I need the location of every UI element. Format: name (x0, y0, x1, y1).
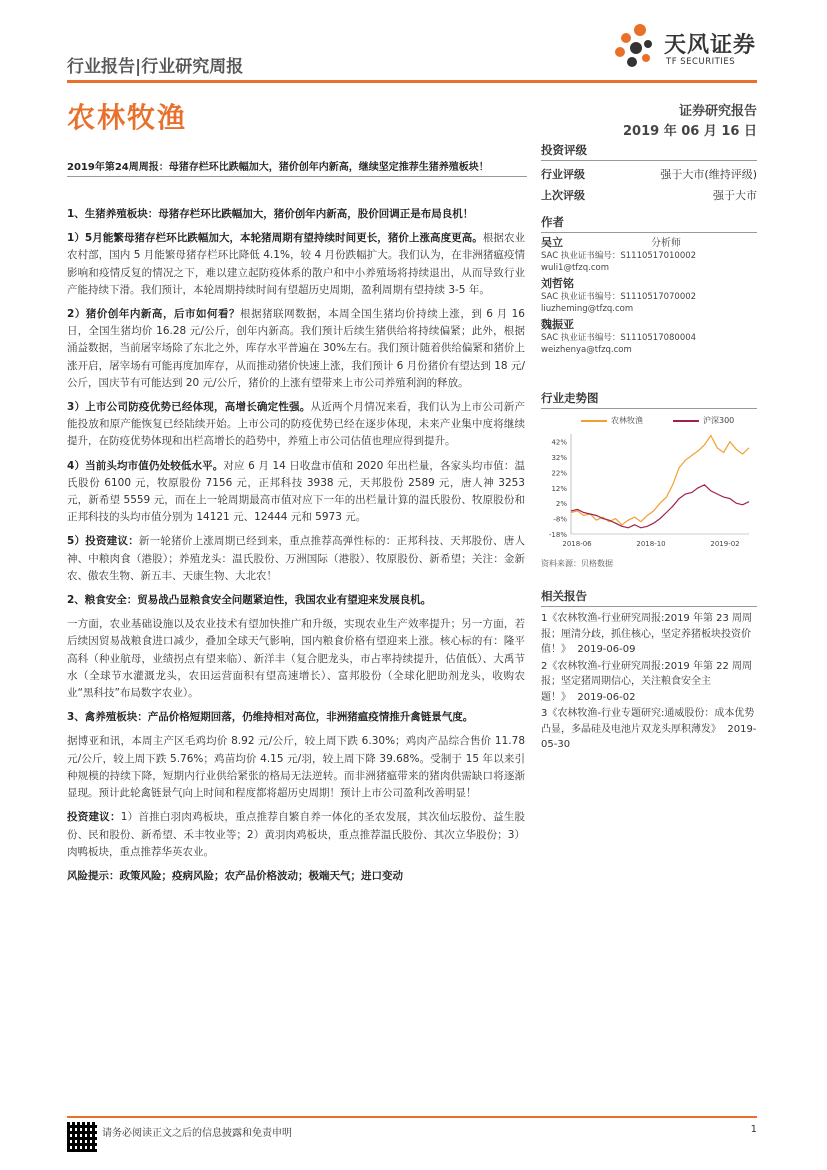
analyst-1-email[interactable]: wuli1@tfzq.com (541, 263, 610, 273)
trend-title: 行业走势图 (541, 390, 757, 409)
authors-title: 作者 (541, 214, 757, 233)
related-panel (541, 588, 757, 754)
brand-name: 天风证券 (664, 33, 757, 58)
analyst-1: 吴立 分析师 SAC 执业证书编号：S1110517010002 wuli1@tfzq.com (541, 236, 697, 273)
previous-rating: 上次评级 强于大市 (541, 189, 757, 202)
risk-warning: 风险提示：政策风险；疫病风险；农产品价格波动；极端天气；进口变动 (67, 869, 403, 882)
y-tick-label: 32% (551, 454, 567, 463)
brand-logo-icon (612, 22, 660, 70)
paragraph-5: 5）投资建议：新一轮猪价上涨周期已经到来，重点推荐高弹性标的：正邦科技、天邦股份、唐人神、中粮肉食（港股）；养殖龙头：温氏股份、万洲国际（港股）、牧原股份、新希望；关注：金新农、傲农生物、新五丰、天康生物、大北农！ (67, 535, 525, 582)
analyst-2: 刘哲铭 SAC 执业证书编号：S1110517070002 liuzheming@tfzq.com (541, 277, 697, 314)
section-2-title: 2、粮食安全：贸易战凸显粮食安全问题紧迫性，我国农业有望迎来发展良机。 (67, 594, 432, 607)
sector-title: 农林牧渔 (67, 101, 188, 134)
report-headline: 2019年第24周周报：母猪存栏环比跌幅加大，猪价创年内新高，继续坚定推荐生猪养殖板块！ (67, 162, 489, 173)
paragraph-1: 1）5月能繁母猪存栏环比跌幅加大，本轮猪周期有望持续时间更长，猪价上涨高度更高。根据农业农村部，国内 5 月能繁母猪存栏环比降低 4.1%，较 4 月份跌幅扩大。我们认为，在非洲猪瘟疫情影响和疫情反复的情况之下，难以建立起防疫体系的散户和中小养殖场将持续退出，从而导致行业产能持续下滑。我们预计，本轮周期持续时间有望超历史周期，盈利周期有望持续 3-5 年。 (67, 232, 525, 296)
legend-index: 沪深300 (673, 415, 734, 426)
x-tick-label: 2019-02 (710, 540, 740, 548)
trend-chart (541, 426, 757, 554)
analyst-2-email[interactable]: liuzheming@tfzq.com (541, 304, 634, 314)
paragraph-3: 3）上市公司防疫优势已经体现，高增长确定性强。从近两个月情况来看，我们认为上市公司新产能投放和原产能恢复已经陆续开始。上市公司的防疫优势已经在逐步体现，未来产业集中度将继续提升，在防疫优势体现和出栏高增长的趋势中，养殖上市公司估值也理应得到提升。 (67, 401, 526, 448)
footer-disclaimer: 请务必阅读正文之后的信息披露和免责申明 (102, 1128, 292, 1139)
paragraph-2: 2）猪价创年内新高，后市如何看？根据猪联网数据，本周全国生猪均价持续上涨，到 6 月 16 日，全国生猪均价 16.28 元/公斤，创年内新高。我们预计后续生猪供给将持续偏紧；此外，根据涌益数据，当前屠宰场除了东北之外，库存水平普遍在 30%左右。我们预计随着供给偏紧和猪价上涨开启，屠宰场有可能再度加库存，从而推动猪价快速上涨，我们预计 6 月份猪价有望达到 18 元/公斤，国庆节有可能达到 20 元/公斤，猪价的上涨有望带来上市公司养殖利润的释放。 (67, 308, 525, 389)
related-list (541, 611, 757, 753)
headline-rule (67, 176, 527, 177)
y-tick-label: 12% (551, 484, 567, 493)
related-title: 相关报告 (541, 588, 757, 607)
x-tick-label: 2018-10 (636, 540, 666, 548)
related-item[interactable]: 2《农林牧渔-行业研究周报:2019 年第 22 周周报；坚定猪周期信心，关注粮食安全主题！》 2019-06-02 (541, 660, 753, 703)
paragraph-8: 投资建议：1）首推白羽肉鸡板块，重点推荐自繁自养一体化的圣农发展，其次仙坛股份、益生股份、民和股份、新希望、禾丰牧业等；2）黄羽肉鸡板块，重点推荐温氏股份、其次立华股份；3）肉鸭板块，重点推荐华英农业。 (67, 811, 525, 858)
section-3-title: 3、禽养殖板块：产品价格短期回落，仍维持相对高位，非洲猪瘟疫情推升禽链景气度。 (67, 711, 474, 724)
paragraph-6: 一方面，农业基础设施以及农业技术有望加快推广和升级，实现农业生产效率提升；另一方面，若后续因贸易战粮食进口减少，叠加全球天气影响，国内粮食价格有望迎来上涨。核心标的有：隆平高科（种业航母，业绩拐点有望来临）、新洋丰（复合肥龙头，市占率持续提升，估值低）、大禹节水（全球节水灌溉龙头，农田运营面积有望高速增长）、富邦股份（全球化肥助剂龙头，收购农业“黑科技”布局数字农业）。 (67, 618, 525, 700)
page-number: 1 (750, 1124, 757, 1135)
y-tick-label: 22% (551, 469, 567, 478)
rating-title: 投资评级 (541, 142, 757, 161)
y-tick-label: -8% (553, 515, 567, 524)
paragraph-7: 据博亚和讯，本周主产区毛鸡均价 8.92 元/公斤，较上周下跌 6.30%；鸡肉产品综合售价 11.78 元/公斤，较上周下跌 5.76%；鸡苗均价 4.15 元/羽，较上周下降 39.68%。受制于 15 年以来引种规模的持续下降，短期内行业供给紧张的格局无法逆转。而非洲猪瘟带来的猪肉供需缺口将逐渐显现。预计此轮禽链景气向上时间和程度都将超历史周期！预计上市公司盈利改善明显！ (67, 735, 525, 800)
brand-name-en: TF SECURITIES (666, 57, 736, 67)
legend-sector: 农林牧渔 (581, 415, 643, 426)
x-tick-label: 2018-06 (562, 540, 592, 548)
report-type: 证券研究报告 (678, 104, 757, 119)
y-tick-label: 2% (555, 500, 567, 509)
analyst-3: 魏振亚 SAC 执业证书编号：S1110517080004 weizhenya@tfzq.com (541, 318, 697, 355)
paragraph-4: 4）当前头均市值仍处较低水平。对应 6 月 14 日收盘市值和 2020 年出栏量，各家头均市值：温氏股份 6100 元，牧原股份 7156 元，正邦科技 3938 元，天邦股份 2589 元，唐人神 3253 元，新希望 5559 元，而在上一轮周期最高市值对应下一年的出栏量计算的温氏股份、牧原股份和正邦科技的头均市值分别为 14121 元、12444 元和 5973 元。 (67, 459, 525, 524)
header-rule (67, 80, 757, 83)
authors-panel (541, 214, 757, 356)
footer-rule (67, 1116, 757, 1118)
industry-rating: 行业评级 强于大市(维持评级) (541, 168, 757, 181)
related-item[interactable]: 1《农林牧渔-行业研究周报:2019 年第 23 周周报；厘清分歧，抓住核心，坚定养猪板块投资价值！》 2019-06-09 (541, 613, 753, 655)
trend-panel (541, 390, 757, 569)
related-item[interactable]: 3《农林牧渔-行业专题研究:通威股份：成本优势凸显，多晶硅及电池片双龙头厚积薄发》 2019-05-30 (541, 708, 757, 750)
section-1-title: 1、生猪养殖板块：母猪存栏环比跌幅加大，猪价创年内新高，股价回调正是布局良机！ (67, 208, 474, 220)
series-line-index (571, 485, 749, 528)
series-line-sector (571, 436, 749, 525)
y-tick-label: 42% (551, 438, 567, 447)
chart-source: 资料来源：贝格数据 (541, 559, 613, 568)
chart-legend (581, 415, 757, 426)
report-series: 行业报告|行业研究周报 (67, 57, 244, 77)
main-body (67, 206, 525, 892)
report-date: 2019 年 06 月 16 日 (623, 124, 757, 139)
qr-code-icon (67, 1122, 97, 1152)
y-tick-label: -18% (548, 531, 567, 539)
analyst-3-email[interactable]: weizhenya@tfzq.com (541, 345, 632, 355)
rating-panel (541, 142, 757, 203)
